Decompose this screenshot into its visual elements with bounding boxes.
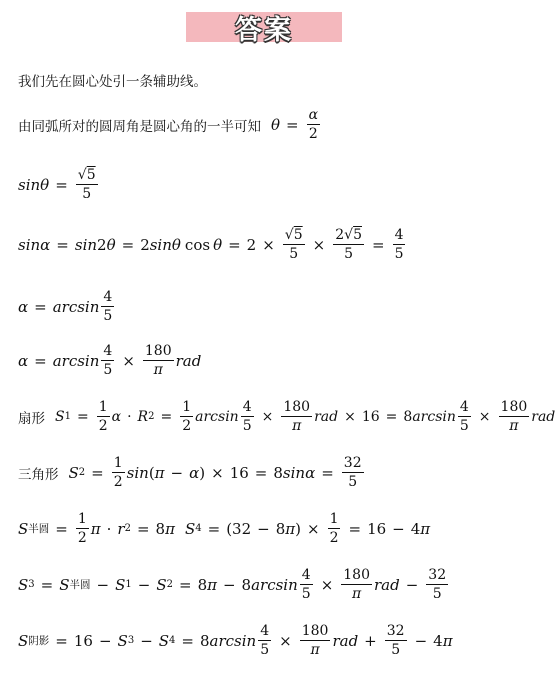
fraction: $\frac{4}{5}$: [242, 399, 252, 434]
fraction: $\frac{1}{2}$: [113, 455, 123, 490]
fraction: $\frac{4}{5}$: [103, 289, 113, 324]
fraction: $\frac{√5}{5}$: [284, 227, 303, 262]
triangle-area-line: 三角形 S 2 = $\frac{1}{2}$ sin ( π − α ) × 16 = 8 sin α = $\frac{32}{5}$: [18, 455, 362, 490]
fraction: $\frac{32}{5}$: [428, 567, 447, 602]
theta-symbol: θ: [271, 115, 281, 134]
answer-banner: [186, 12, 342, 46]
fraction: $\frac{\alpha}{2}$: [308, 107, 319, 142]
fraction: $\frac{4}{5}$: [103, 343, 113, 378]
fraction: $\frac{180}{\pi}$: [500, 399, 528, 434]
half-circle-line: S 半圆 = $\frac{1}{2}$ π · r 2 = 8 π S 4 = ( 32 − 8 π ) × $\frac{1}{2}$ = 16 − 4 π: [18, 511, 431, 546]
intro-line: [18, 70, 207, 90]
fraction: $\frac{1}{2}$: [77, 511, 87, 546]
fraction: $\frac{1}{2}$: [329, 511, 339, 546]
fraction: $\frac{1}{2}$: [98, 399, 108, 434]
fraction: $\frac{32}{5}$: [386, 623, 405, 658]
alpha-arcsin-line: α = arcsin $\frac{4}{5}$: [18, 289, 113, 324]
theorem-line: 由同弧所对的圆周角是圆心角的一半可知 θ = $\frac{\alpha}{2}$: [18, 107, 319, 142]
theorem-text: 由同弧所对的圆周角是圆心角的一半可知: [18, 118, 261, 135]
triangle-label: 三角形: [18, 466, 59, 483]
fraction: $\frac{4}{5}$: [394, 227, 404, 262]
sector-area-line: 扇形 S 1 = $\frac{1}{2}$ α · R 2 = $\frac{1}{2}$ arcsin $\frac{4}{5}$ × $\frac{180}{\pi}$ rad × 16 = 8 arcsin $\frac{4}{5}$ × $\frac{180}{\pi}$ rad: [18, 399, 555, 434]
fraction: $\frac{180}{\pi}$: [343, 567, 370, 602]
fraction: $\frac{32}{5}$: [343, 455, 362, 490]
fraction: $\frac{180}{\pi}$: [144, 343, 172, 378]
fraction: $\frac{√5}{5}$: [77, 167, 96, 202]
alpha-rad-line: α = arcsin $\frac{4}{5}$ × $\frac{180}{\pi}$ rad: [18, 343, 202, 378]
intro-text: 我们先在圆心处引一条辅助线。: [18, 74, 207, 90]
fraction: $\frac{4}{5}$: [260, 623, 270, 658]
fraction: $\frac{1}{2}$: [182, 399, 192, 434]
fraction: $\frac{180}{\pi}$: [301, 623, 329, 658]
answer-title: 答案: [235, 14, 293, 46]
shaded-area-line: S 阴影 = 16 − S 3 − S 4 = 8 arcsin $\frac{4}{5}$ × $\frac{180}{\pi}$ rad + $\frac{32}{5}$ − 4 π: [18, 623, 453, 658]
sin-alpha-line: sin α = sin 2 θ = 2 sin θ cos θ = 2 × $\frac{√5}{5}$ × $\frac{2√5}{5}$ = $\frac{4}{5}$: [18, 227, 404, 262]
s3-line: S 3 = S 半圆 − S 1 − S 2 = 8 π − 8 arcsin $\frac{4}{5}$ × $\frac{180}{\pi}$ rad − $\frac{32}{5}$: [18, 567, 447, 602]
fraction: $\frac{4}{5}$: [301, 567, 311, 602]
fraction: $\frac{4}{5}$: [459, 399, 469, 434]
fraction: $\frac{180}{\pi}$: [283, 399, 311, 434]
sector-label: 扇形: [18, 410, 45, 427]
fraction: $\frac{2√5}{5}$: [335, 227, 362, 262]
sin-theta-line: sin θ = $\frac{√5}{5}$: [18, 167, 96, 202]
